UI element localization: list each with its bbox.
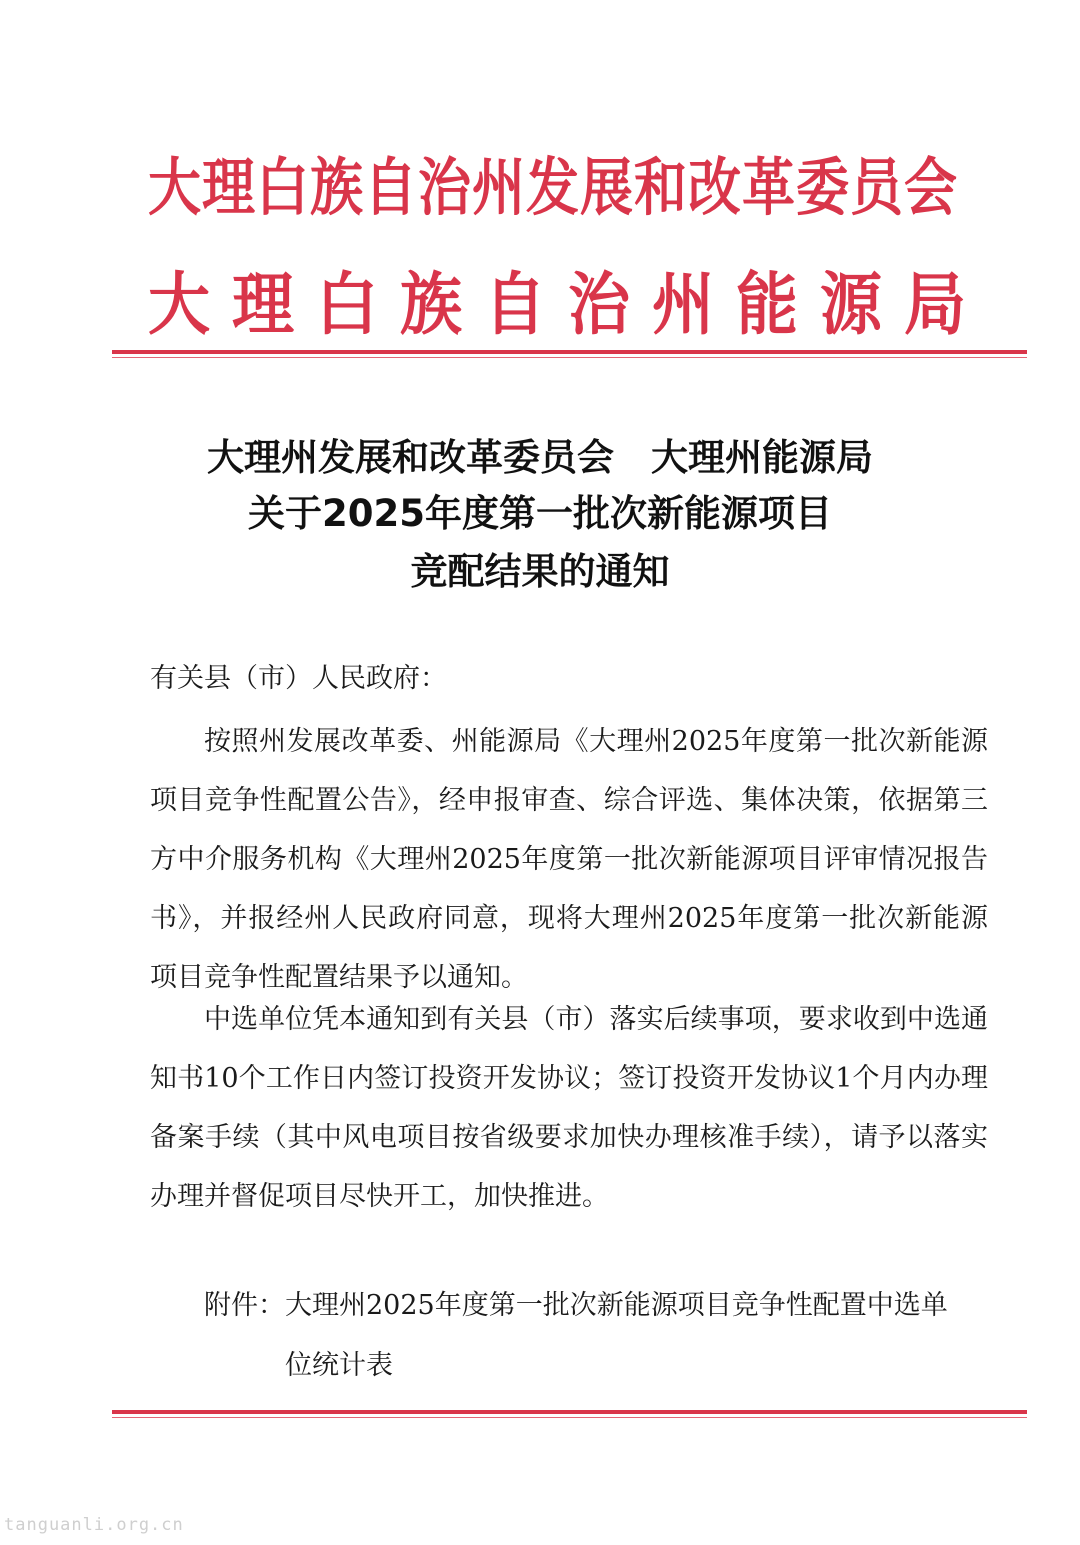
letterhead-line-2: 大理白族自治州能源局 bbox=[148, 264, 989, 345]
title-line-3: 竞配结果的通知 bbox=[410, 550, 670, 593]
bottom-red-divider bbox=[112, 1410, 1027, 1414]
salutation: 有关县（市）人民政府： bbox=[150, 663, 447, 694]
body-paragraph-1: 按照州发展改革委、州能源局《大理州2025年度第一批次新能源项目竞争性配置公告》，经申报审查、综合评选、集体决策，依据第三方中介服务机构《大理州2025年度第一批次新能源项目评审情况报告书》，并报经州人民政府同意，现将大理州2025年度第一批次新能源项目竞争性配置结果予以通知。 bbox=[150, 726, 988, 993]
title-line-1: 大理州发展和改革委员会 大理州能源局 bbox=[207, 436, 873, 479]
attachment-content: 大理州2025年度第一批次新能源项目竞争性配置中选单位统计表 bbox=[285, 1290, 948, 1381]
watermark: tanguanli.org.cn bbox=[4, 1515, 184, 1535]
attachment-note bbox=[150, 1276, 988, 1396]
body-paragraph-2: 中选单位凭本通知到有关县（市）落实后续事项，要求收到中选通知书10个工作日内签订投资开发协议；签订投资开发协议1个月内办理备案手续（其中风电项目按省级要求加快办理核准手续），请予以落实办理并督促项目尽快开工，加快推进。 bbox=[150, 1004, 988, 1212]
top-red-divider bbox=[112, 350, 1027, 354]
letterhead-line-1: 大理白族自治州发展和改革委员会 bbox=[148, 150, 958, 225]
attachment-label: 附件： bbox=[204, 1290, 285, 1321]
title-line-2: 关于2025年度第一批次新能源项目 bbox=[248, 492, 832, 535]
